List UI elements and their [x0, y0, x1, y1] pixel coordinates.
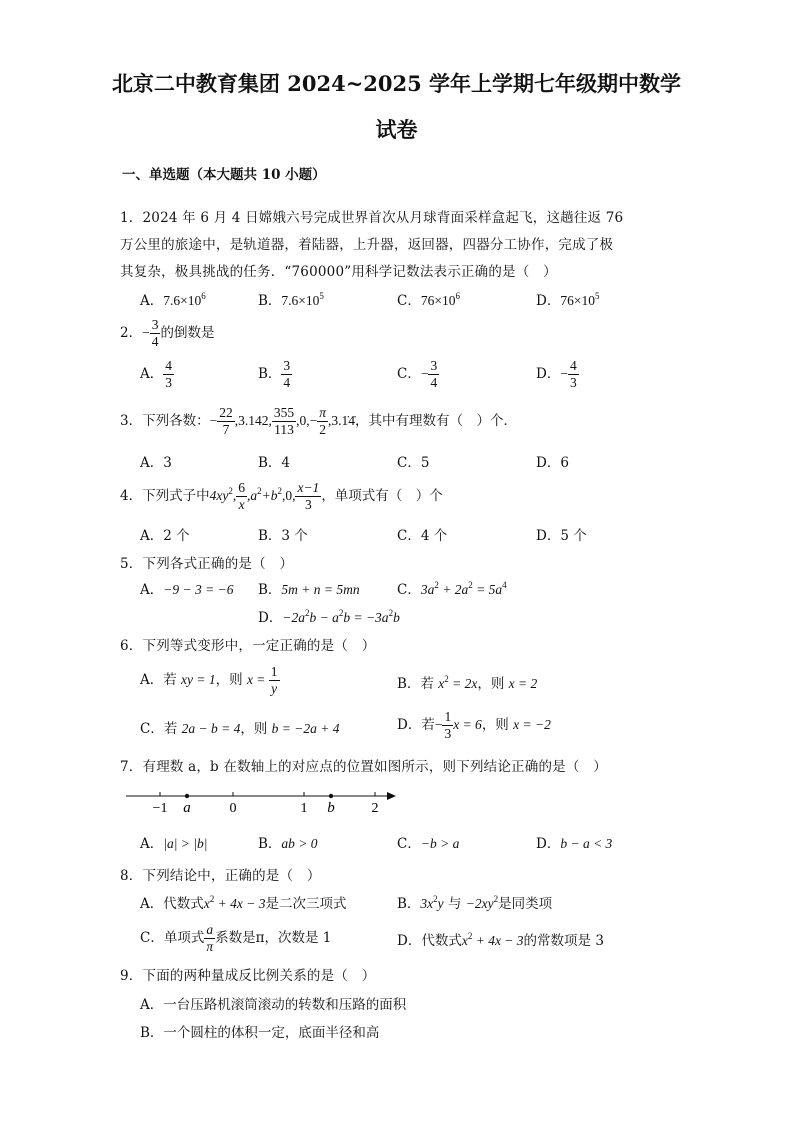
- label-a: a: [183, 800, 191, 816]
- q7-option-d: D．b − a < 3: [536, 836, 613, 852]
- q5-option-b: B．5m + n = 5mn: [258, 582, 360, 598]
- q7-stem: 7．有理数 a，b 在数轴上的对应点的位置如图所示，则下列结论正确的是（ ）: [120, 759, 607, 775]
- q2-option-d: D．− $\frac{4}{3}$: [536, 358, 577, 390]
- label-one: 1: [300, 801, 308, 816]
- label-two: 2: [371, 801, 379, 816]
- q1-option-c: C．$76\times 10^6$: [397, 291, 460, 309]
- q2-option-b: B． $\frac{3}{4}$: [258, 358, 291, 390]
- q1-line3: 其复杂，极具挑战的任务．“760000”用科学记数法表示正确的是（ ）: [120, 264, 557, 280]
- q4-option-b: B．3 个: [258, 528, 308, 544]
- q1-option-a: A．$7.6\times 10^6$: [140, 291, 206, 309]
- exam-title-line1: 北京二中教育集团 2024~2025 学年上学期七年级期中数学: [111, 71, 682, 96]
- q6-option-c: C．若 2a − b = 4，则 b = −2a + 4: [140, 721, 340, 737]
- point-a-dot: [185, 794, 189, 798]
- q4-option-a: A．2 个: [140, 528, 190, 544]
- label-zero: 0: [229, 801, 237, 816]
- q1-option-d: D．$76\times 10^5$: [536, 291, 600, 309]
- q9-stem: 9．下面的两种量成反比例关系的是（ ）: [120, 968, 376, 984]
- q6-option-a: A．若 xy = 1，则 x = $\frac{1}{y}$: [140, 664, 278, 696]
- q6-option-b: B．若 $x^2 = 2x$，则 x = 2: [397, 674, 538, 692]
- q3-option-a: A．3: [140, 455, 172, 471]
- point-b-dot: [329, 794, 333, 798]
- q5-stem: 5．下列各式正确的是（ ）: [120, 556, 294, 572]
- q3-option-d: D．6: [536, 455, 569, 471]
- q4-stem: 4．下列式子中$4xy^2$, $\frac{6}{x}$ $,a^2+b^2,0$, $\frac{x-1}{3}$ ，单项式有（ ）个: [120, 480, 443, 512]
- q7-option-c: C．−b > a: [397, 836, 460, 852]
- q7-option-a: A．|a| > |b|: [140, 836, 208, 852]
- q4-option-c: C．4 个: [397, 528, 448, 544]
- q3-option-c: C．5: [397, 455, 430, 471]
- q8-stem: 8．下列结论中，正确的是（ ）: [120, 868, 321, 884]
- label-b: b: [327, 800, 335, 816]
- q3-stem: 3．下列各数：− $\frac{22}{7}$ ,3.142, $\frac{355}{113}$ ,0,− $\frac{\pi}{2}$ ,3.1̇4̇，其中有理数有（ ）个．: [120, 405, 517, 437]
- q1-line2: 万公里的旅途中，是轨道器，着陆器，上升器，返回器，四器分工协作，完成了极: [120, 237, 614, 253]
- q8-option-c: C．单项式 $\frac{a}{\pi}$ 系数是π，次数是 1: [140, 922, 332, 954]
- number-line-arrow: [387, 792, 396, 800]
- q5-option-a: A．−9 − 3 = −6: [140, 582, 234, 598]
- q2-option-c: C．− $\frac{3}{4}$: [397, 358, 438, 390]
- q8-option-d: D．代数式$x^2 + 4x - 3$的常数项是 3: [397, 931, 604, 949]
- q6-stem: 6．下列等式变形中，一定正确的是（ ）: [120, 638, 376, 654]
- exam-title-line2: 试卷: [375, 117, 418, 142]
- q1-option-b: B．$7.6\times 10^5$: [258, 291, 324, 309]
- q5-option-d: D．$-2a^2b - a^2b = -3a^2b$: [258, 608, 400, 626]
- section-heading: 一、单选题（本大题共 10 小题）: [122, 167, 326, 183]
- q6-option-d: D．若− $\frac{1}{3}$ x = 6，则 x = −2: [397, 709, 551, 741]
- q5-option-c: C．$3a^2 + 2a^2 = 5a^4$: [397, 580, 507, 598]
- q4-option-d: D．5 个: [536, 528, 587, 544]
- q2-stem: 2．− $\frac{3}{4}$ 的倒数是: [120, 317, 215, 349]
- number-line: [124, 786, 404, 816]
- q9-option-a: A．一台压路机滚筒滚动的转数和压路的面积: [140, 997, 407, 1013]
- label-minus-one: −1: [152, 801, 168, 816]
- q7-option-b: B．ab > 0: [258, 836, 318, 852]
- q3-option-b: B．4: [258, 455, 291, 471]
- q2-option-a: A． $\frac{4}{3}$: [140, 358, 172, 390]
- q8-option-a: A．代数式$x^2 + 4x - 3$是二次三项式: [140, 894, 347, 912]
- q8-option-b: B．$3x^2y$ 与 $-2xy^2$是同类项: [397, 894, 553, 912]
- q9-option-b: B．一个圆柱的体积一定，底面半径和高: [140, 1025, 380, 1041]
- q1-line1: 1．2024 年 6 月 4 日嫦娥六号完成世界首次从月球背面采样盒起飞，这趟往返 76: [120, 210, 624, 226]
